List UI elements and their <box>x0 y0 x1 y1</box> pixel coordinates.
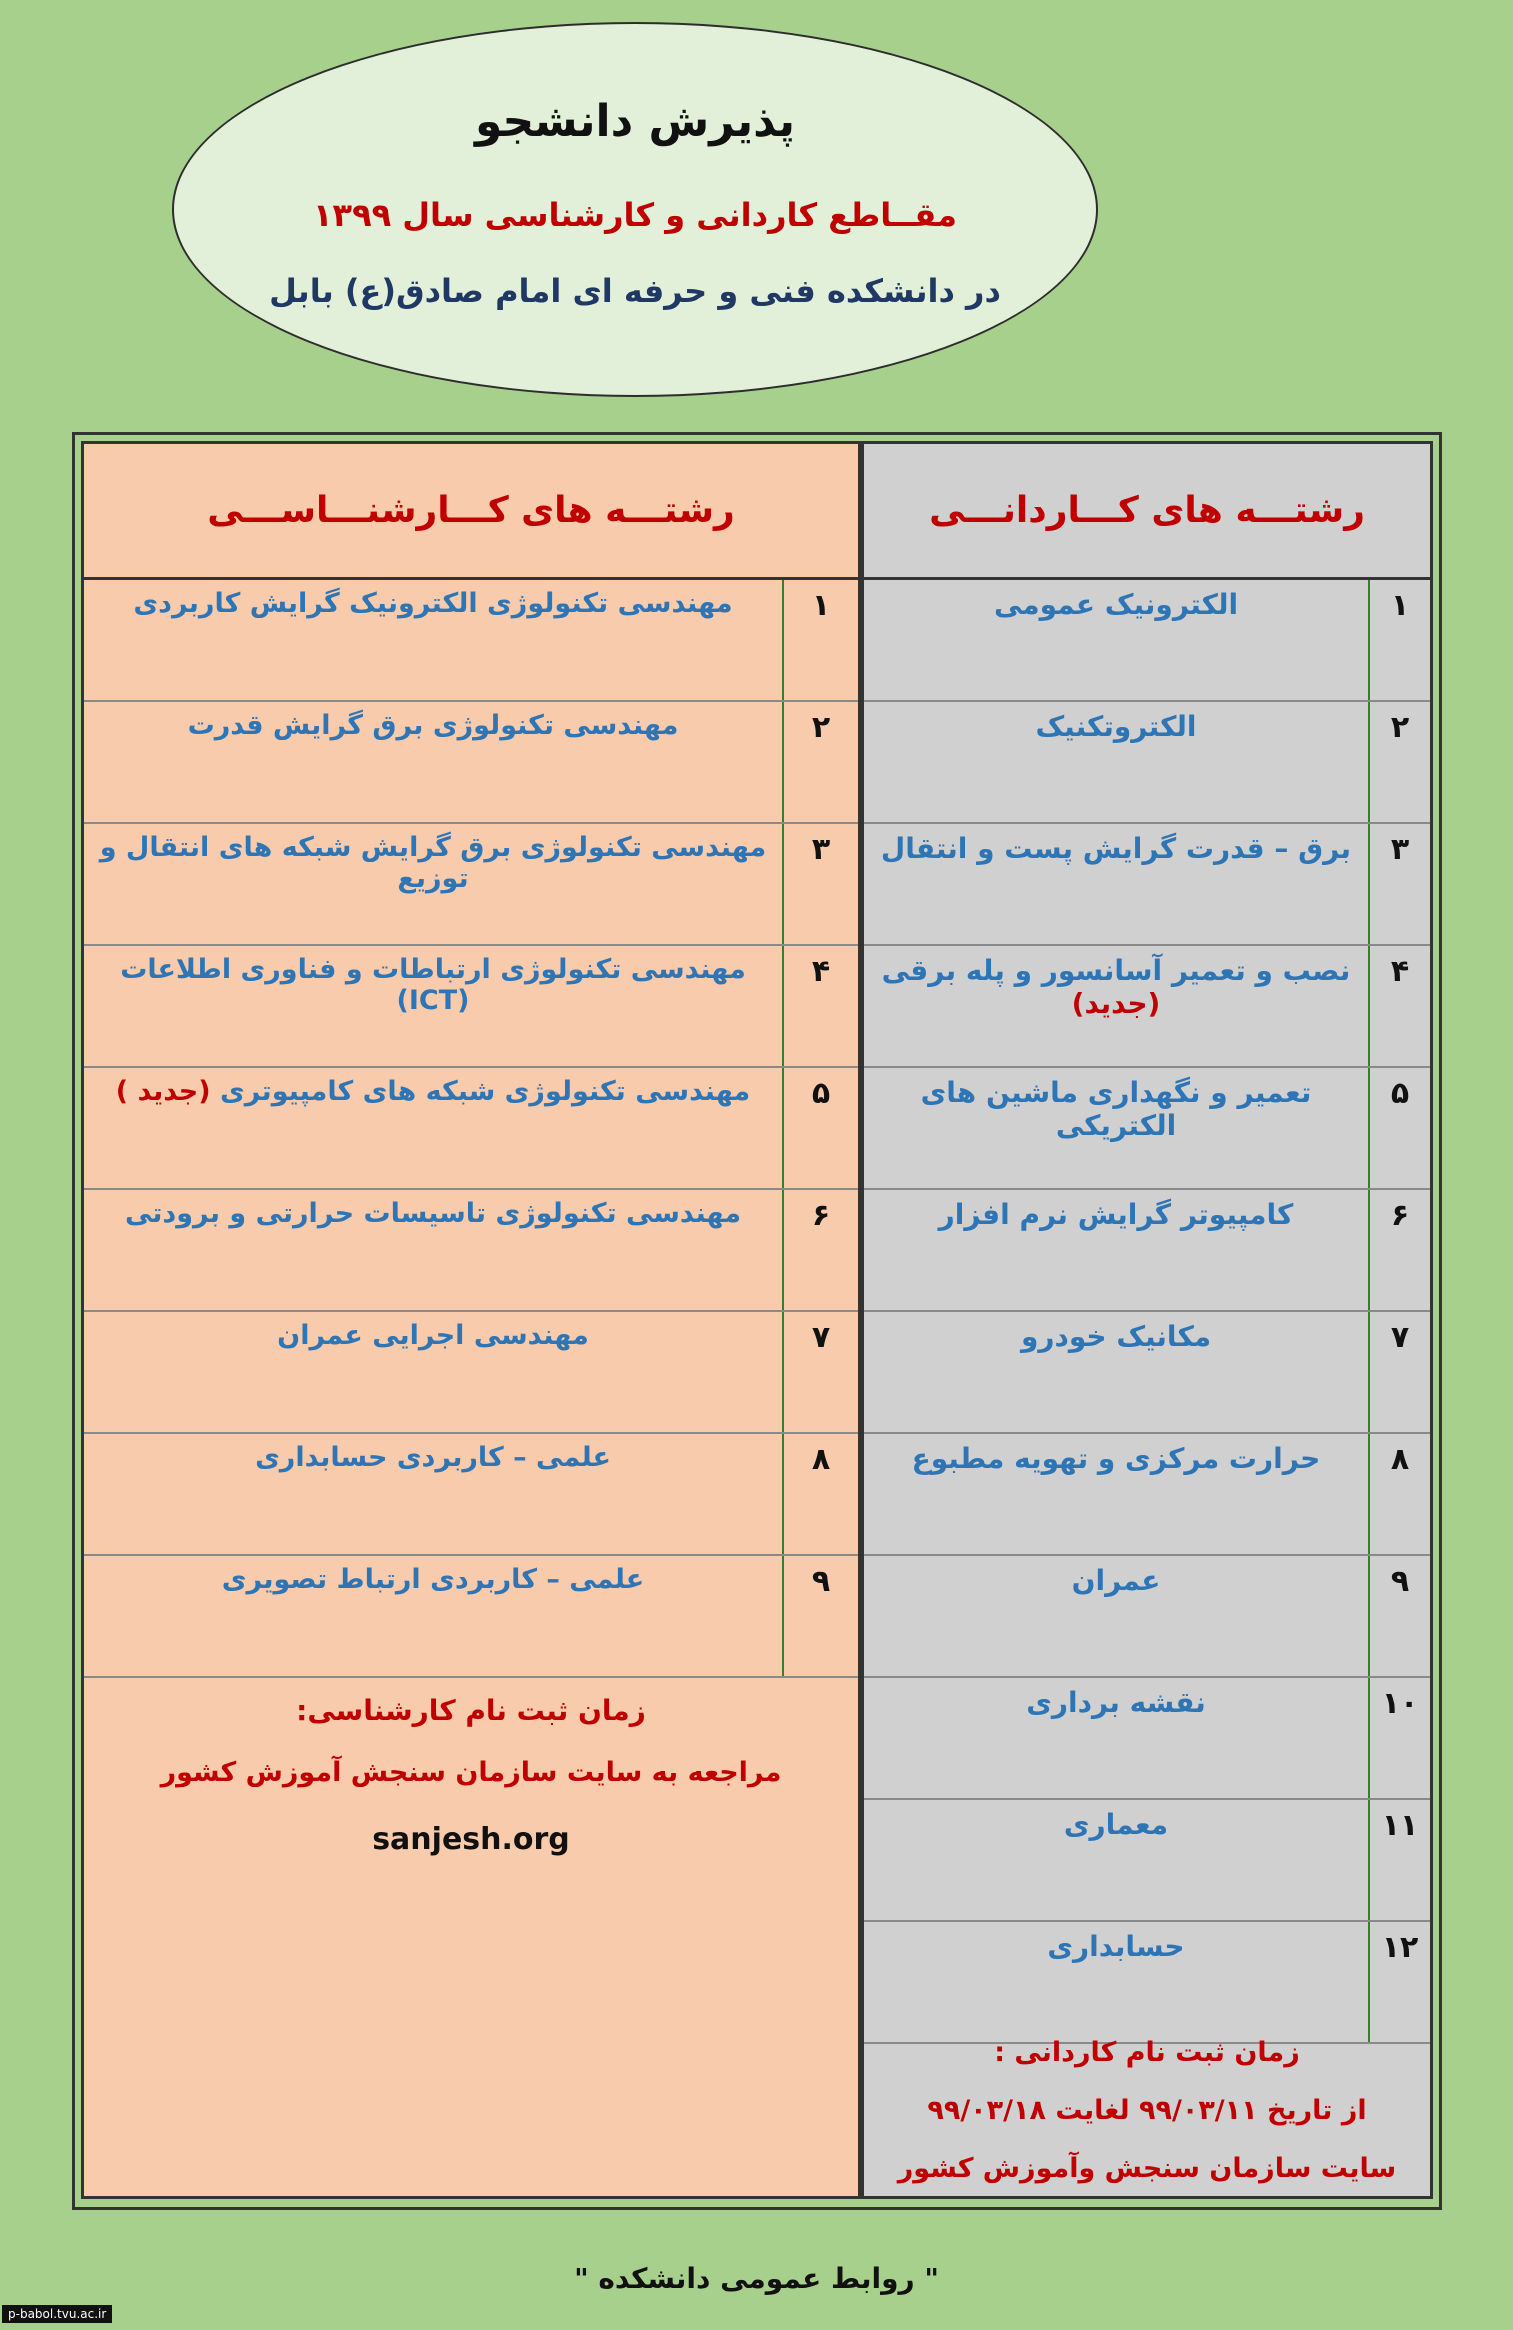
program-text: حرارت مرکزی و تهویه مطبوع <box>911 1442 1321 1475</box>
bachelor-registration <box>84 1694 858 1857</box>
row-number: ۹ <box>1368 1556 1430 1676</box>
program-name <box>864 954 1368 1020</box>
row-number: ۴ <box>1368 946 1430 1066</box>
program-name <box>84 1442 782 1473</box>
row-number: ۸ <box>1368 1434 1430 1554</box>
associate-reg-dates: از تاریخ ۹۹/۰۳/۱۱ لغایت ۹۹/۰۳/۱۸ <box>927 2095 1367 2126</box>
new-badge: (جدید) <box>1071 987 1161 1020</box>
program-text: مهندسی تکنولوژی تاسیسات حرارتی و برودتی <box>124 1198 742 1229</box>
row-number: ۱۱ <box>1368 1800 1430 1920</box>
list-item <box>84 580 858 702</box>
row-number: ۷ <box>782 1312 858 1432</box>
program-text: کامپیوتر گرایش نرم افزار <box>938 1198 1294 1231</box>
program-name <box>84 1564 782 1595</box>
list-item <box>84 1556 858 1678</box>
row-number: ۶ <box>1368 1190 1430 1310</box>
program-name <box>84 588 782 619</box>
list-item <box>84 702 858 824</box>
list-item <box>864 1068 1430 1190</box>
row-number: ۲ <box>1368 702 1430 822</box>
list-item <box>84 946 858 1068</box>
page-title: پذیرش دانشجو <box>474 96 796 147</box>
row-number: ۹ <box>782 1556 858 1676</box>
bachelor-reg-note: مراجعه به سایت سازمان سنجش آموزش کشور <box>160 1757 782 1788</box>
site-watermark: p-babol.tvu.ac.ir <box>2 2305 112 2323</box>
list-item <box>864 1678 1430 1800</box>
row-number: ۱ <box>782 580 858 700</box>
row-number: ۲ <box>782 702 858 822</box>
row-number: ۵ <box>1368 1068 1430 1188</box>
program-name <box>84 832 782 894</box>
institute-name: در دانشکده فنی و حرفه ای امام صادق(ع) بابل <box>269 272 1001 310</box>
sanjesh-link[interactable]: sanjesh.org <box>372 1822 570 1857</box>
program-name <box>864 1808 1368 1841</box>
bachelor-column <box>81 441 861 2199</box>
page-subtitle: مقــاطع کاردانی و کارشناسی سال ۱۳۹۹ <box>313 196 957 234</box>
row-number: ۱ <box>1368 580 1430 700</box>
associate-registration <box>864 2016 1430 2196</box>
programs-table <box>72 432 1442 2210</box>
program-name <box>864 1442 1368 1475</box>
associate-reg-site: سایت سازمان سنجش وآموزش کشور <box>897 2153 1397 2184</box>
list-item <box>864 1434 1430 1556</box>
program-text: مهندسی تکنولوژی ارتباطات و فناوری اطلاعات (ICT) <box>120 954 746 1016</box>
list-item <box>84 1190 858 1312</box>
program-name <box>84 1320 782 1351</box>
program-text: عمران <box>1071 1564 1161 1597</box>
program-text: مهندسی تکنولوژی الکترونیک گرایش کاربردی <box>133 588 733 619</box>
associate-reg-title: زمان ثبت نام کاردانی : <box>994 2037 1300 2068</box>
program-name <box>84 1076 782 1107</box>
associate-column <box>861 441 1433 2199</box>
list-item <box>864 1556 1430 1678</box>
row-number: ۳ <box>782 824 858 944</box>
row-number: ۴ <box>782 946 858 1066</box>
program-text: برق – قدرت گرایش پست و انتقال <box>880 832 1352 865</box>
program-name <box>864 1076 1368 1142</box>
list-item <box>864 1190 1430 1312</box>
program-text: علمی – کاربردی حسابداری <box>255 1442 611 1473</box>
program-name <box>864 1564 1368 1597</box>
list-item <box>84 1068 858 1190</box>
row-number: ۷ <box>1368 1312 1430 1432</box>
list-item <box>84 1434 858 1556</box>
program-text: حسابداری <box>1047 1930 1185 1963</box>
list-item <box>864 580 1430 702</box>
program-text: معماری <box>1063 1808 1169 1841</box>
list-item <box>84 824 858 946</box>
program-name <box>864 710 1368 743</box>
program-name <box>864 588 1368 621</box>
bachelor-heading: رشتـــه های کـــارشنـــاســـی <box>84 444 858 580</box>
list-item <box>864 702 1430 824</box>
new-badge: (جدید ) <box>115 1076 211 1107</box>
program-text: نصب و تعمیر آسانسور و پله برقی <box>881 954 1351 987</box>
program-text: مهندسی تکنولوژی برق گرایش شبکه های انتقال و توزیع <box>99 832 767 894</box>
row-number: ۵ <box>782 1068 858 1188</box>
program-name <box>84 954 782 1016</box>
list-item <box>864 1312 1430 1434</box>
associate-heading: رشتـــه های کـــاردانـــی <box>864 444 1430 580</box>
program-name <box>84 1198 782 1229</box>
list-item <box>864 1800 1430 1922</box>
program-text: تعمیر و نگهداری ماشین های الکتریکی <box>920 1076 1312 1142</box>
program-name <box>864 1198 1368 1231</box>
program-name <box>864 832 1368 865</box>
row-number: ۸ <box>782 1434 858 1554</box>
program-text: الکترونیک عمومی <box>993 588 1239 621</box>
program-text: مکانیک خودرو <box>1020 1320 1212 1353</box>
bachelor-reg-title: زمان ثبت نام کارشناسی: <box>296 1694 646 1727</box>
associate-list <box>864 580 1430 2044</box>
program-text: مهندسی اجرایی عمران <box>277 1320 589 1351</box>
program-text: علمی – کاربردی ارتباط تصویری <box>221 1564 645 1595</box>
program-text: مهندسی تکنولوژی شبکه های کامپیوتری <box>210 1076 751 1107</box>
program-name <box>864 1686 1368 1719</box>
program-name <box>84 710 782 741</box>
row-number: ۱۲ <box>1368 1922 1430 2042</box>
list-item <box>864 946 1430 1068</box>
program-text: مهندسی تکنولوژی برق گرایش قدرت <box>187 710 679 741</box>
row-number: ۶ <box>782 1190 858 1310</box>
list-item <box>864 824 1430 946</box>
program-name <box>864 1930 1368 1963</box>
row-number: ۱۰ <box>1368 1678 1430 1798</box>
program-text: نقشه برداری <box>1026 1686 1206 1719</box>
header-ellipse <box>172 22 1098 397</box>
list-item <box>84 1312 858 1434</box>
row-number: ۳ <box>1368 824 1430 944</box>
footer-signature: " روابط عمومی دانشکده " <box>574 2262 939 2295</box>
program-name <box>864 1320 1368 1353</box>
program-text: الکتروتکنیک <box>1035 710 1197 743</box>
bachelor-list <box>84 580 858 1678</box>
